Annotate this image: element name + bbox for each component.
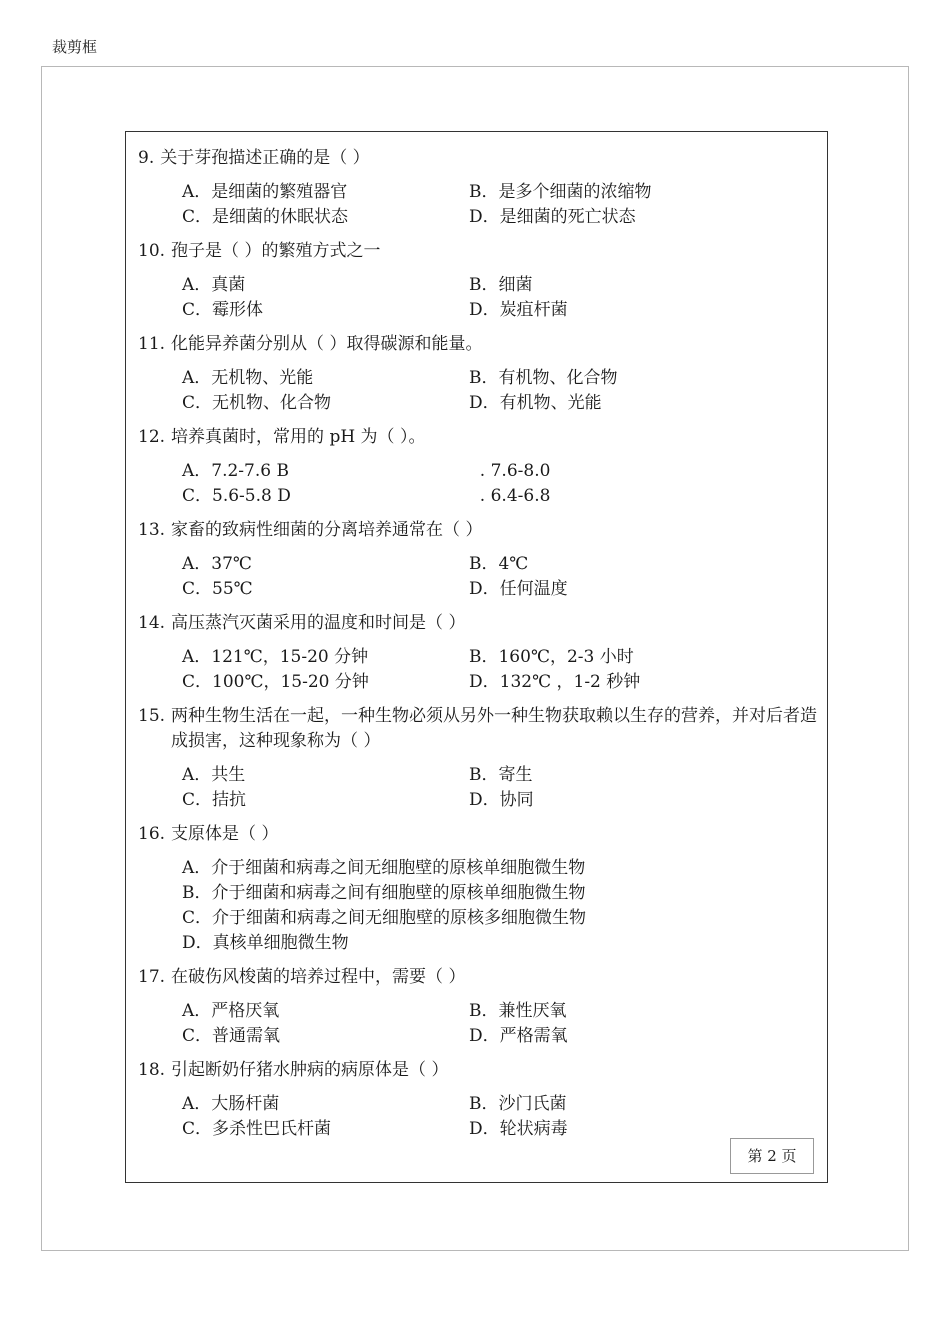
answer-option: B．沙门氏菌 (469, 1094, 567, 1114)
answer-option: D．任何温度 (469, 579, 568, 599)
question-text: 化能异养菌分别从（ ）取得碳源和能量。 (171, 334, 483, 354)
option-row (182, 459, 818, 484)
question (138, 611, 818, 695)
answer-option: B．160℃，2-3 小时 (469, 647, 634, 667)
answer-option: C．多杀性巴氏杆菌 (182, 1119, 332, 1139)
question-number: 17. (138, 967, 166, 987)
option-list (182, 763, 818, 813)
question-list (138, 146, 818, 1151)
option-list (182, 180, 818, 230)
question-text: 两种生物生活在一起，一种生物必须从另外一种生物获取赖以生存的营养，并对后者造成损害，这种现象称为（ ） (171, 706, 818, 751)
question (138, 425, 818, 509)
question-stem (138, 239, 818, 264)
answer-option: C．5.6-5.8 D (182, 486, 291, 506)
question-text: 高压蒸汽灭菌采用的温度和时间是（ ） (171, 613, 466, 633)
question (138, 518, 818, 602)
option-row (182, 273, 818, 298)
answer-option: D．132℃ ，1-2 秒钟 (469, 672, 641, 692)
question (138, 822, 818, 956)
option-row (182, 391, 818, 416)
question-number: 13. (138, 520, 166, 540)
question-stem (138, 146, 818, 171)
option-list (182, 366, 818, 416)
question-number: 12. (138, 427, 166, 447)
option-row (182, 366, 818, 391)
question-stem (138, 965, 818, 990)
answer-option: . 6.4-6.8 (469, 486, 551, 506)
question-text: 支原体是（ ） (171, 824, 279, 844)
question-text: 培养真菌时，常用的 pH 为（ ）。 (171, 427, 426, 447)
question-stem (138, 822, 818, 847)
answer-option: C．拮抗 (182, 790, 247, 810)
crop-frame-label: 裁剪框 (52, 38, 98, 56)
question-stem (138, 518, 818, 543)
question-number: 14. (138, 613, 166, 633)
question-text: 孢子是（ ）的繁殖方式之一 (171, 241, 381, 261)
answer-option: B．兼性厌氧 (469, 1001, 567, 1021)
answer-option: A．是细菌的繁殖器官 (182, 182, 348, 202)
answer-option: D．有机物、光能 (469, 393, 602, 413)
question-stem (138, 611, 818, 636)
question-text: 关于芽孢描述正确的是（ ） (160, 148, 370, 168)
answer-option: A．大肠杆菌 (182, 1094, 280, 1114)
option-row (182, 763, 818, 788)
question-number: 15. (138, 706, 166, 726)
answer-option: B．是多个细菌的浓缩物 (469, 182, 652, 202)
answer-option: D．协同 (469, 790, 534, 810)
answer-option: C．普通需氧 (182, 1026, 281, 1046)
question-stem (138, 332, 818, 357)
question-number: 9. (138, 148, 155, 168)
option-row (182, 1117, 818, 1142)
answer-option: D．真核单细胞微生物 (182, 933, 349, 953)
answer-option: A．介于细菌和病毒之间无细胞壁的原核单细胞微生物 (182, 858, 586, 878)
question-text: 家畜的致病性细菌的分离培养通常在（ ） (171, 520, 483, 540)
option-row (182, 180, 818, 205)
answer-option: A．无机物、光能 (182, 368, 314, 388)
answer-option: B．细菌 (469, 275, 533, 295)
option-row (182, 577, 818, 602)
question-text: 引起断奶仔猪水肿病的病原体是（ ） (171, 1060, 449, 1080)
option-row (182, 298, 818, 323)
answer-option: C．是细菌的休眠状态 (182, 207, 349, 227)
exam-page (125, 131, 828, 1183)
option-list (182, 552, 818, 602)
option-list (182, 459, 818, 509)
question-stem (138, 704, 818, 754)
question (138, 332, 818, 416)
answer-option: B．介于细菌和病毒之间有细胞壁的原核单细胞微生物 (182, 883, 586, 903)
question-number: 16. (138, 824, 166, 844)
answer-option: D．轮状病毒 (469, 1119, 568, 1139)
answer-option: B．寄生 (469, 765, 533, 785)
option-row (182, 205, 818, 230)
answer-option: D．严格需氧 (469, 1026, 568, 1046)
option-list (182, 1092, 818, 1142)
option-list (182, 856, 818, 956)
answer-option: C．无机物、化合物 (182, 393, 332, 413)
question-number: 10. (138, 241, 166, 261)
answer-option: A．121℃，15-20 分钟 (182, 647, 369, 667)
answer-option: D．是细菌的死亡状态 (469, 207, 636, 227)
answer-option: C．介于细菌和病毒之间无细胞壁的原核多细胞微生物 (182, 908, 587, 928)
answer-option: A．37℃ (182, 554, 252, 574)
question (138, 1058, 818, 1142)
option-list (182, 273, 818, 323)
question (138, 239, 818, 323)
option-row (182, 788, 818, 813)
question-stem (138, 1058, 818, 1083)
question-text: 在破伤风梭菌的培养过程中，需要（ ） (171, 967, 466, 987)
question (138, 704, 818, 813)
option-row (182, 670, 818, 695)
answer-option: C．55℃ (182, 579, 253, 599)
option-row (182, 552, 818, 577)
question (138, 965, 818, 1049)
option-list (182, 999, 818, 1049)
question-stem (138, 425, 818, 450)
answer-option: A．真菌 (182, 275, 246, 295)
option-row (182, 645, 818, 670)
option-row (182, 999, 818, 1024)
answer-option: D．炭疽杆菌 (469, 300, 568, 320)
answer-option: B．有机物、化合物 (469, 368, 618, 388)
answer-option: A．严格厌氧 (182, 1001, 280, 1021)
question-number: 11. (138, 334, 166, 354)
option-row (182, 1024, 818, 1049)
answer-option: A．7.2-7.6 B (182, 461, 289, 481)
answer-option: B．4℃ (469, 554, 529, 574)
option-row (182, 484, 818, 509)
question (138, 146, 818, 230)
answer-option: . 7.6-8.0 (469, 461, 551, 481)
answer-option: A．共生 (182, 765, 246, 785)
answer-option: C．霉形体 (182, 300, 264, 320)
option-row (182, 1092, 818, 1117)
page-number: 第 2 页 (730, 1138, 814, 1174)
question-number: 18. (138, 1060, 166, 1080)
option-list (182, 645, 818, 695)
answer-option: C．100℃，15-20 分钟 (182, 672, 369, 692)
